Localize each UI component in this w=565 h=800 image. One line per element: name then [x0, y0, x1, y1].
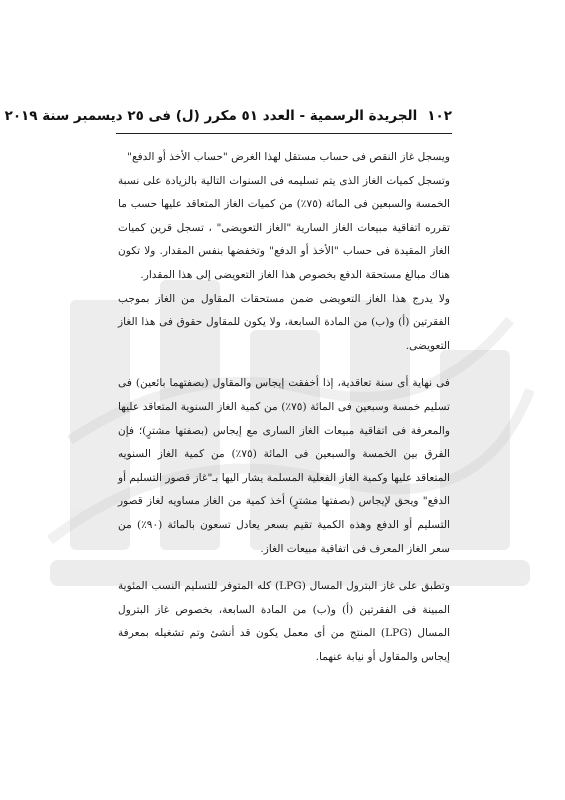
- paragraph-1: ويسجل غاز النقص فى حساب مستقل لهذا الغرض "حساب الأخذ أو الدفع": [127, 151, 450, 163]
- paragraph-5: وتطبق على غاز البترول المسال (LPG) كله المتوفر للتسليم النسب المئوية المبينة فى الفقرتين (أ) و(ب) من المادة السابعة، بخصوص غاز البترول المسال (LPG) المنتج من أى معمل يكون قد أنشئ وتم تشغيله بمعرفة إيجاس والمقاول أو نيابة عنهما.: [118, 580, 451, 663]
- header-title: الجريدة الرسمية - العدد ٥١ مكرر (ل) فى ٢٥ ديسمبر سنة ٢٠١٩: [4, 108, 418, 124]
- body-text: [118, 146, 450, 669]
- page-number: ١٠٢: [427, 108, 452, 124]
- paragraph-2: وتسجل كميات الغاز الذى يتم تسليمه فى السنوات التالية بالزيادة على نسبة الخمسة والسبعين فى المائة (٧٥٪) من كميات الغاز المتعاقد عليها حسب ما تقرره اتفاقية مبيعات الغاز السارية "الغاز التعويضى" ، تسجل قرين كميات الغاز المقيدة فى حساب "الأخذ أو الدفع" وتخفضها بنفس المقدار. ولا تكون هناك مبالغ مستحقة الدفع بخصوص هذا الغاز التعويضى إلى هذا المقدار.: [118, 174, 450, 281]
- paragraph-4: فى نهاية أى سنة تعاقدية، إذا أخفقت إيجاس والمقاول (بصفتهما بائعين) فى تسليم خمسة وسبعين فى المائة (٧٥٪) من كمية الغاز السنوية المتعاقد عليها والمعرفة فى اتفاقية مبيعات الغاز السارى مع إيجاس (بصفتها مشترٍ)؛ فإن الفرق بين الخمسة والسبعين فى المائة (٧٥٪) من كمية الغاز السنويه المتعاقد عليها وكمية الغاز الفعلية المسلمة يشار اليها بـ"غاز قصور التسليم أو الدفع" ويحق لإيجاس (بصفتها مشترٍ) أخذ كمية من الغاز مساويه لغاز قصور التسليم أو الدفع وهذه الكمية تقيم بسعر يعادل تسعون بالمائة (٩٠٪) من سعر الغاز المعرف فى اتفاقية مبيعات الغاز.: [117, 377, 451, 555]
- paragraph-3: ولا يدرج هذا الغاز التعويضى ضمن مستحقات المقاول من الغاز بموجب الفقرتين (أ) و(ب) من المادة السابعة، ولا يكون للمقاول حقوق فى هذا الغاز التعويضى.: [118, 292, 450, 352]
- page-header: [4, 104, 452, 128]
- header-divider: [116, 133, 452, 134]
